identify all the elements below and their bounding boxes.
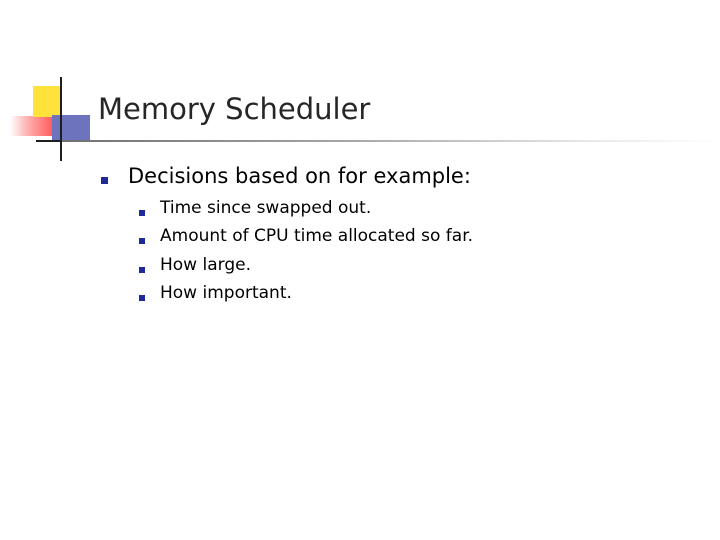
sub-bullet-text: How important. bbox=[160, 283, 292, 303]
bullet-square-icon bbox=[139, 295, 145, 301]
bullet-square-icon bbox=[101, 177, 108, 184]
sub-bullet-text: Amount of CPU time allocated so far. bbox=[160, 226, 474, 246]
logo-yellow-block bbox=[33, 86, 61, 117]
main-bullet-text: Decisions based on for example: bbox=[128, 164, 471, 188]
list-item bbox=[0, 255, 600, 283]
logo-blue-block bbox=[52, 115, 90, 142]
logo-red-block bbox=[10, 116, 58, 136]
list-item bbox=[0, 283, 600, 311]
list-item bbox=[0, 226, 600, 254]
list-item bbox=[0, 198, 600, 226]
title-underline bbox=[62, 140, 720, 142]
bullet-square-icon bbox=[139, 238, 145, 244]
bullet-square-icon bbox=[139, 210, 145, 216]
bullet-square-icon bbox=[139, 267, 145, 273]
slide-title: Memory Scheduler bbox=[98, 92, 371, 126]
sub-bullet-text: How large. bbox=[160, 255, 251, 275]
logo-vertical-line bbox=[60, 77, 62, 161]
sub-bullet-text: Time since swapped out. bbox=[160, 198, 372, 218]
